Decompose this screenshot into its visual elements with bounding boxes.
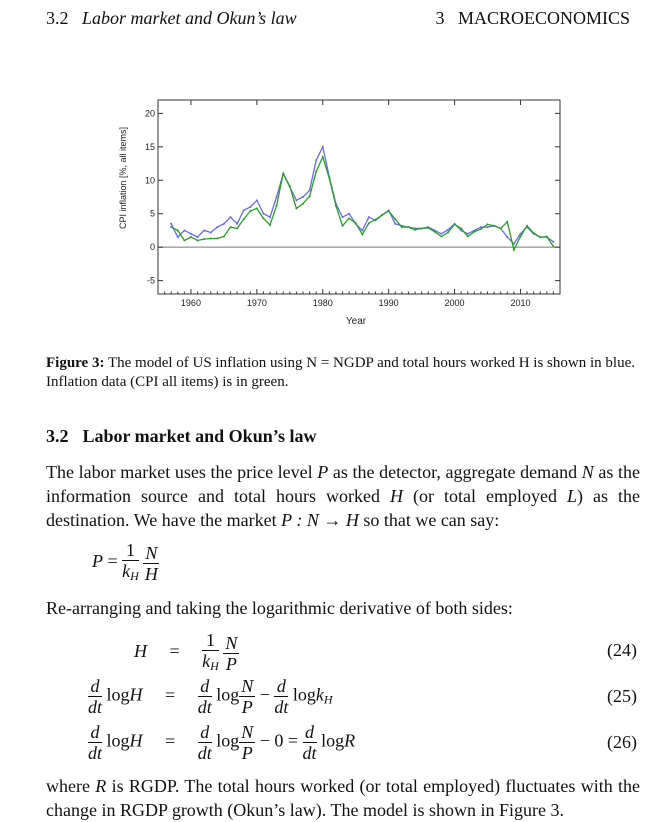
data-point — [262, 217, 264, 219]
data-point — [467, 233, 469, 235]
data-point — [506, 236, 508, 238]
x-tick-label: 2000 — [444, 298, 465, 308]
data-point — [467, 235, 469, 237]
data-point — [454, 223, 456, 225]
y-tick-label: 5 — [149, 208, 155, 219]
data-point — [374, 219, 376, 221]
data-point — [342, 225, 344, 227]
data-point — [401, 226, 403, 228]
equation-number-25: (25) — [607, 686, 637, 706]
paragraph-rearrange: Re-arranging and taking the logarithmic derivative of both sides: — [46, 598, 513, 618]
data-point — [480, 228, 482, 230]
data-point — [190, 233, 192, 235]
data-point — [381, 214, 383, 216]
section-heading — [46, 426, 317, 447]
data-point — [315, 159, 317, 161]
caption-label: Figure 3: — [46, 355, 105, 371]
data-point — [552, 246, 554, 248]
inflation-chart — [40, 92, 640, 332]
plot-frame — [158, 100, 560, 294]
data-point — [348, 213, 350, 215]
y-tick-label: -5 — [146, 275, 155, 286]
data-point — [315, 171, 317, 173]
data-point — [460, 227, 462, 229]
data-point — [243, 209, 245, 211]
y-tick-label: 20 — [144, 108, 155, 119]
x-tick-label: 2010 — [510, 298, 531, 308]
data-point — [519, 235, 521, 237]
x-tick-label: 1990 — [378, 298, 399, 308]
y-axis-label: CPI inflation [%, all items] — [118, 126, 128, 230]
header-right: 3 MACROECONOMICS — [435, 8, 630, 28]
data-point — [440, 233, 442, 235]
data-point — [236, 223, 238, 225]
plot-border — [158, 100, 560, 294]
caption-text: The model of US inflation using N = NGDP and total hours worked H is shown in blue. Inflation data (CPI all items) is in green. — [46, 355, 635, 390]
data-point — [355, 222, 357, 224]
equation-26: $\frac{d}{dt}$ logH = $\frac{d}{dt}$ log $\frac{N}{P}$ − 0 = $\frac{d}{dt}$ logR (26) — [88, 722, 637, 763]
data-point — [322, 156, 324, 158]
data-point — [210, 231, 212, 233]
data-point — [229, 216, 231, 218]
data-point — [276, 196, 278, 198]
data-point — [539, 236, 541, 238]
x-axis-label: Year — [345, 316, 367, 327]
data-point — [249, 210, 251, 212]
data-point — [302, 203, 304, 205]
data-point — [190, 236, 192, 238]
y-tick-label: 0 — [149, 242, 155, 253]
data-point — [506, 221, 508, 223]
data-point — [276, 205, 278, 207]
data-point — [256, 207, 258, 209]
data-point — [447, 231, 449, 233]
paragraph-closing: where R is RGDP. The total hours worked (or total employed) fluctuates with the change in RGDP growth (Okun’s law). The model is shown in Figure 3. — [46, 776, 640, 820]
data-point — [487, 223, 489, 225]
data-point — [361, 233, 363, 235]
data-point — [368, 216, 370, 218]
data-point — [434, 231, 436, 233]
data-point — [309, 195, 311, 197]
data-point — [223, 223, 225, 225]
data-point — [262, 213, 264, 215]
paragraph-intro: The labor market uses the price level P as the detector, aggregate demand N as the information source and total hours worked H (or total employed L) as the destination. We have the market P : N → H so that we can say: — [46, 462, 640, 530]
data-point — [216, 237, 218, 239]
data-point — [223, 235, 225, 237]
data-point — [440, 235, 442, 237]
equation-24: H = $\frac{1}{k_H}$ $\frac{N}{P}$ (24) — [134, 630, 637, 674]
data-point — [361, 229, 363, 231]
series-data-green — [170, 156, 554, 251]
data-point — [388, 210, 390, 212]
data-point — [414, 229, 416, 231]
x-tick-label: 1970 — [246, 298, 267, 308]
y-tick-label: 10 — [144, 175, 155, 186]
data-point — [421, 227, 423, 229]
data-point — [342, 216, 344, 218]
data-point — [249, 206, 251, 208]
data-point — [170, 223, 172, 225]
data-point — [216, 226, 218, 228]
data-point — [322, 146, 324, 148]
data-point — [243, 218, 245, 220]
header-left: 3.2 Labor market and Okun’s law — [46, 8, 297, 28]
header-chapter-title: MACROECONOMICS — [457, 8, 630, 28]
data-point — [183, 229, 185, 231]
data-point — [183, 239, 185, 241]
data-point — [197, 236, 199, 238]
data-point — [348, 217, 350, 219]
x-tick-label: 1980 — [312, 298, 333, 308]
data-point — [203, 238, 205, 240]
data-point — [335, 205, 337, 207]
data-point — [546, 235, 548, 237]
data-point — [500, 227, 502, 229]
data-point — [269, 224, 271, 226]
data-point — [177, 229, 179, 231]
data-point — [394, 218, 396, 220]
data-point — [407, 226, 409, 228]
data-point — [368, 222, 370, 224]
data-point — [282, 173, 284, 175]
data-point — [328, 177, 330, 179]
data-point — [394, 223, 396, 225]
data-point — [447, 229, 449, 231]
data-point — [487, 226, 489, 228]
data-point — [513, 249, 515, 251]
section-number: 3.2 — [46, 426, 69, 446]
data-point — [229, 226, 231, 228]
data-point — [552, 241, 554, 243]
figure-caption — [46, 354, 644, 392]
data-point — [269, 216, 271, 218]
data-point — [295, 207, 297, 209]
data-point — [236, 227, 238, 229]
data-point — [197, 239, 199, 241]
data-point — [210, 237, 212, 239]
header-section-title: Labor market and Okun’s law — [82, 8, 297, 28]
equation-number-24: (24) — [607, 640, 637, 660]
data-point — [427, 227, 429, 229]
data-point — [289, 185, 291, 187]
series-line — [171, 157, 553, 250]
data-point — [533, 232, 535, 234]
data-point — [170, 226, 172, 228]
data-point — [493, 225, 495, 227]
data-point — [473, 231, 475, 233]
running-header — [46, 8, 630, 34]
x-tick-label: 1960 — [180, 298, 201, 308]
data-point — [295, 199, 297, 201]
data-point — [526, 225, 528, 227]
section-title: Labor market and Okun’s law — [82, 426, 317, 446]
data-point — [302, 196, 304, 198]
y-tick-label: 15 — [144, 141, 155, 152]
equation-25: $\frac{d}{dt}$ logH = $\frac{d}{dt}$ log $\frac{N}{P}$ − $\frac{d}{dt}$ logk$_H$ (25) — [88, 676, 637, 717]
data-point — [309, 189, 311, 191]
data-point — [203, 229, 205, 231]
data-point — [256, 199, 258, 201]
equation-price-level: P = $\frac{1}{k_H}$ $\frac{N}{H}$ — [92, 540, 158, 584]
data-point — [177, 236, 179, 238]
equation-number-26: (26) — [607, 732, 637, 752]
